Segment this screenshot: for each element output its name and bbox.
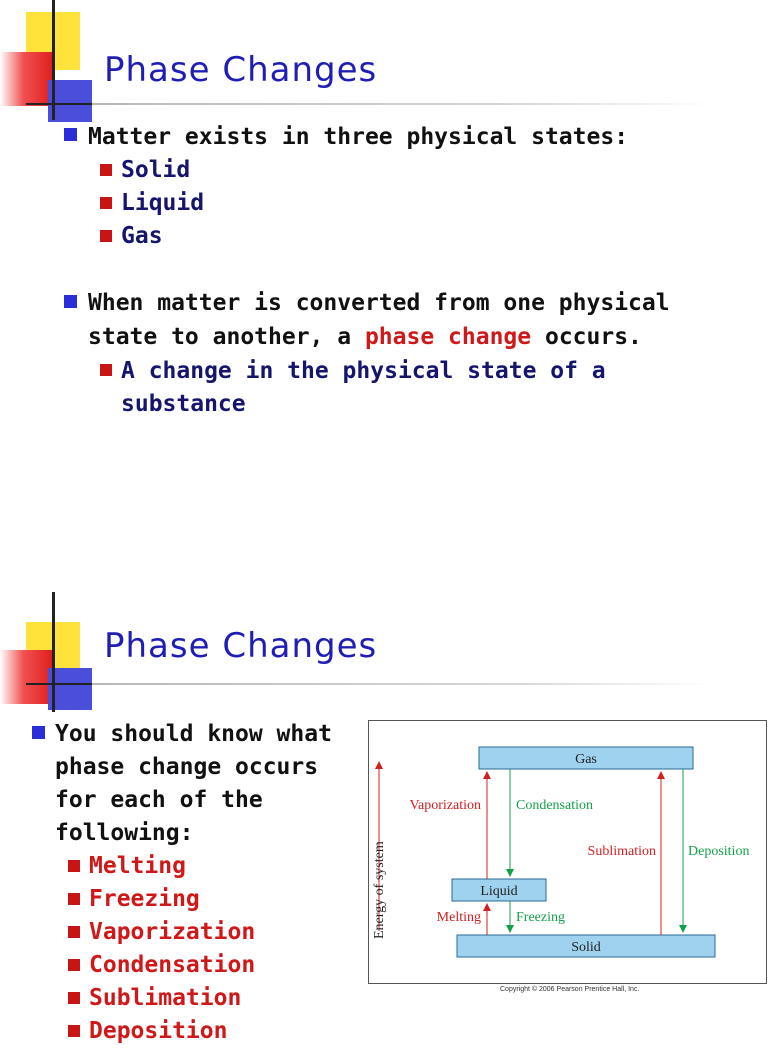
bullet-phase-change-line2 bbox=[88, 321, 642, 354]
title-divider bbox=[92, 683, 712, 685]
bullet-square-icon bbox=[68, 926, 80, 938]
term-deposition: Deposition bbox=[89, 1018, 228, 1044]
phase-diagram-svg bbox=[369, 721, 766, 983]
bullet-square-icon bbox=[68, 860, 80, 872]
bullet-square-icon bbox=[100, 164, 112, 176]
term-sublimation: Sublimation bbox=[89, 985, 242, 1011]
liquid-label: Liquid bbox=[480, 884, 518, 899]
slide-title: Phase Changes bbox=[104, 50, 378, 90]
energy-axis-label: Energy of system bbox=[372, 841, 387, 939]
bullet-square-icon bbox=[68, 992, 80, 1004]
solid-label: Solid bbox=[571, 940, 601, 955]
intro-line: for each of the bbox=[55, 787, 263, 813]
state-item: Solid bbox=[121, 157, 191, 183]
bullet-square-icon bbox=[100, 197, 112, 209]
text-segment: occurs. bbox=[531, 324, 642, 350]
bullet-square-icon bbox=[68, 1025, 80, 1037]
bullet-square-icon bbox=[68, 959, 80, 971]
state-item: Gas bbox=[121, 223, 163, 249]
sublimation-label: Sublimation bbox=[587, 844, 656, 859]
intro-line: following: bbox=[55, 820, 194, 846]
deposition-label: Deposition bbox=[688, 844, 750, 859]
melting-label: Melting bbox=[436, 910, 481, 925]
figure-copyright: Copyright © 2006 Pearson Prentice Hall, Inc. bbox=[500, 986, 640, 993]
freezing-label: Freezing bbox=[516, 910, 565, 925]
bullet-square-icon bbox=[100, 230, 112, 242]
phase-diagram bbox=[368, 720, 767, 984]
corner-logo bbox=[0, 0, 110, 100]
term-vaporization: Vaporization bbox=[89, 919, 256, 945]
text-segment: state to another, a bbox=[88, 324, 365, 350]
term-melting: Melting bbox=[89, 853, 186, 879]
slide-2 bbox=[0, 592, 768, 1044]
intro-line: phase change occurs bbox=[55, 754, 319, 780]
corner-logo bbox=[0, 592, 110, 692]
bullet-phase-change-line1: When matter is converted from one physical bbox=[88, 290, 670, 316]
title-divider bbox=[92, 103, 712, 105]
definition-line2: substance bbox=[121, 391, 246, 417]
bullet-square-icon bbox=[64, 295, 77, 308]
bullet-square-icon bbox=[64, 128, 77, 141]
state-item: Liquid bbox=[121, 190, 205, 216]
slide-title: Phase Changes bbox=[104, 626, 378, 666]
gas-label: Gas bbox=[575, 752, 597, 767]
vaporization-label: Vaporization bbox=[409, 798, 481, 813]
bullet-square-icon bbox=[68, 893, 80, 905]
condensation-label: Condensation bbox=[516, 798, 593, 813]
bullet-square-icon bbox=[100, 364, 112, 376]
bullet-states: Matter exists in three physical states: bbox=[88, 124, 629, 150]
definition-line1: A change in the physical state of a bbox=[121, 358, 606, 384]
phase-change-term: phase change bbox=[364, 324, 532, 350]
term-condensation: Condensation bbox=[89, 952, 256, 978]
term-freezing: Freezing bbox=[89, 886, 200, 912]
slide-1 bbox=[0, 0, 768, 512]
bullet-square-icon bbox=[32, 726, 45, 739]
intro-line: You should know what bbox=[55, 721, 332, 747]
